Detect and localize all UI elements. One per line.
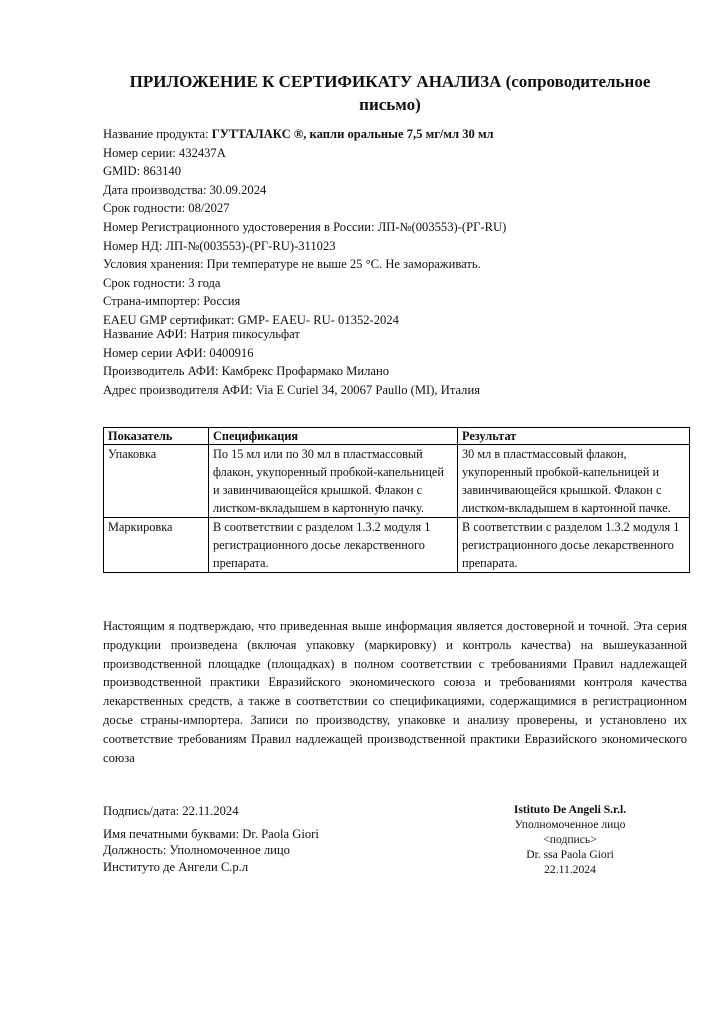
api-manufacturer-row xyxy=(103,362,480,381)
signatory-position: Должность: Уполномоченное лицо xyxy=(103,843,290,858)
nd-number-row xyxy=(103,237,506,256)
field-label: Номер серии АФИ: xyxy=(103,345,210,360)
field-label: Адрес производителя АФИ: xyxy=(103,382,256,397)
expiry-date-row xyxy=(103,199,506,218)
table-header-row xyxy=(104,428,690,445)
stamp-role: Уполномоченное лицо xyxy=(514,818,626,831)
signature-date: Подпись/дата: 22.11.2024 xyxy=(103,804,239,818)
field-label: Производитель АФИ: xyxy=(103,364,222,379)
field-value: Via E Curiel 34, 20067 Paullo (MI), Италия xyxy=(255,382,480,397)
field-value: ГУТТАЛАКС ®, капли оральные 7,5 мг/мл 30 мл xyxy=(211,127,494,141)
api-info xyxy=(103,325,480,399)
api-name-row xyxy=(103,325,480,344)
declaration-paragraph: Настоящим я подтверждаю, что приведенная выше информация является достоверной и точной. Эта серия продукции произведена (включая упаковку (маркировку) и контроль качества) на вышеуказанной производственной площадке (площадках) в полном соответствии с требованиями Правил надлежащей производственной практики Евразийского экономического союза и требованиями контроля качества лекарственных средств, а также в соответствии со спецификациями, содержащимися в регистрационном досье страны-импортера. Записи по производству, упаковке и анализу проверены, и установлено их соответствие требованиям Правил надлежащей производственной практики Евразийского экономического союза xyxy=(103,619,687,765)
table-cell: 30 мл в пластмассовый флакон, укупоренный пробкой-капельницей и завинчивающейся крышкой. Флакон с листком-вкладышем в картонной пачке. xyxy=(458,445,690,518)
product-info xyxy=(103,125,506,330)
field-label: Название АФИ: xyxy=(103,327,191,341)
signature-stamp-block xyxy=(480,802,660,877)
field-label: Номер НД: xyxy=(103,238,166,253)
field-value: 0400916 xyxy=(209,345,254,360)
field-value: Россия xyxy=(203,294,241,309)
header-result: Результат xyxy=(458,428,690,445)
manufacture-date-row xyxy=(103,181,506,200)
field-label: Название продукта: xyxy=(103,127,212,141)
field-value: Натрия пикосульфат xyxy=(190,327,300,341)
field-value: ЛП-№(003553)-(РГ-RU) xyxy=(377,219,507,234)
field-label: Страна-импортер: xyxy=(103,294,204,309)
gmid-row xyxy=(103,162,506,181)
table-cell: Упаковка xyxy=(104,445,209,518)
specification-table xyxy=(103,427,690,573)
table-cell: В соответствии с разделом 1.3.2 модуля 1 регистрационного досье лекарственного препарата. xyxy=(209,518,458,573)
stamp-company: Istituto De Angeli S.r.l. xyxy=(513,803,627,816)
storage-conditions-row xyxy=(103,255,506,274)
api-address-row xyxy=(103,381,480,400)
header-specification: Спецификация xyxy=(209,428,458,445)
field-value: При температуре не выше 25 °С. Не замораживать. xyxy=(206,257,481,272)
stamp-date: 22.11.2024 xyxy=(544,863,596,876)
signatory-details xyxy=(103,826,319,875)
field-value: 08/2027 xyxy=(188,201,230,216)
table-row xyxy=(104,445,690,518)
field-label: Срок годности: xyxy=(103,275,189,290)
registration-number-row xyxy=(103,218,506,237)
header-parameter: Показатель xyxy=(104,428,209,445)
field-label: Срок годности: xyxy=(103,201,189,216)
product-name-row xyxy=(103,125,506,144)
field-value: Камбрекс Профармако Милано xyxy=(221,364,390,379)
field-label: Дата производства: xyxy=(103,182,210,197)
field-label: EAEU GMP сертификат: xyxy=(103,312,238,327)
batch-number-row xyxy=(103,144,506,163)
field-value: 863140 xyxy=(143,164,182,179)
table-cell: В соответствии с разделом 1.3.2 модуля 1 регистрационного досье лекарственного препарата. xyxy=(458,518,690,573)
stamp-signature: <подпись> xyxy=(543,833,597,846)
table-cell: Маркировка xyxy=(104,518,209,573)
table-cell: По 15 мл или по 30 мл в пластмассовый флакон, укупоренный пробкой-капельницей и завинчивающейся крышкой. Флакон с листком-вкладышем в картонную пачку. xyxy=(209,445,458,518)
field-value: GMP- EAEU- RU- 01352-2024 xyxy=(237,312,399,327)
field-value: 432437A xyxy=(178,145,226,160)
shelf-life-row xyxy=(103,274,506,293)
table-row xyxy=(104,518,690,573)
signatory-name: Имя печатными буквами: Dr. Paola Giori xyxy=(103,827,319,841)
document-title: ПРИЛОЖЕНИЕ К СЕРТИФИКАТУ АНАЛИЗА (сопроводительное письмо) xyxy=(129,72,651,114)
importer-country-row xyxy=(103,292,506,311)
field-label: Номер серии: xyxy=(103,145,179,160)
field-label: Номер Регистрационного удостоверения в России: xyxy=(103,219,378,234)
field-label: GMID: xyxy=(103,164,144,179)
field-value: 30.09.2024 xyxy=(209,182,267,197)
field-value: ЛП-№(003553)-(РГ-RU)-311023 xyxy=(165,238,336,253)
field-value: 3 года xyxy=(188,275,221,290)
api-batch-row xyxy=(103,344,480,363)
signatory-company: Институто де Ангели С.р.л xyxy=(103,859,249,874)
stamp-name: Dr. ssa Paola Giori xyxy=(526,848,614,861)
field-label: Условия хранения: xyxy=(103,257,207,272)
